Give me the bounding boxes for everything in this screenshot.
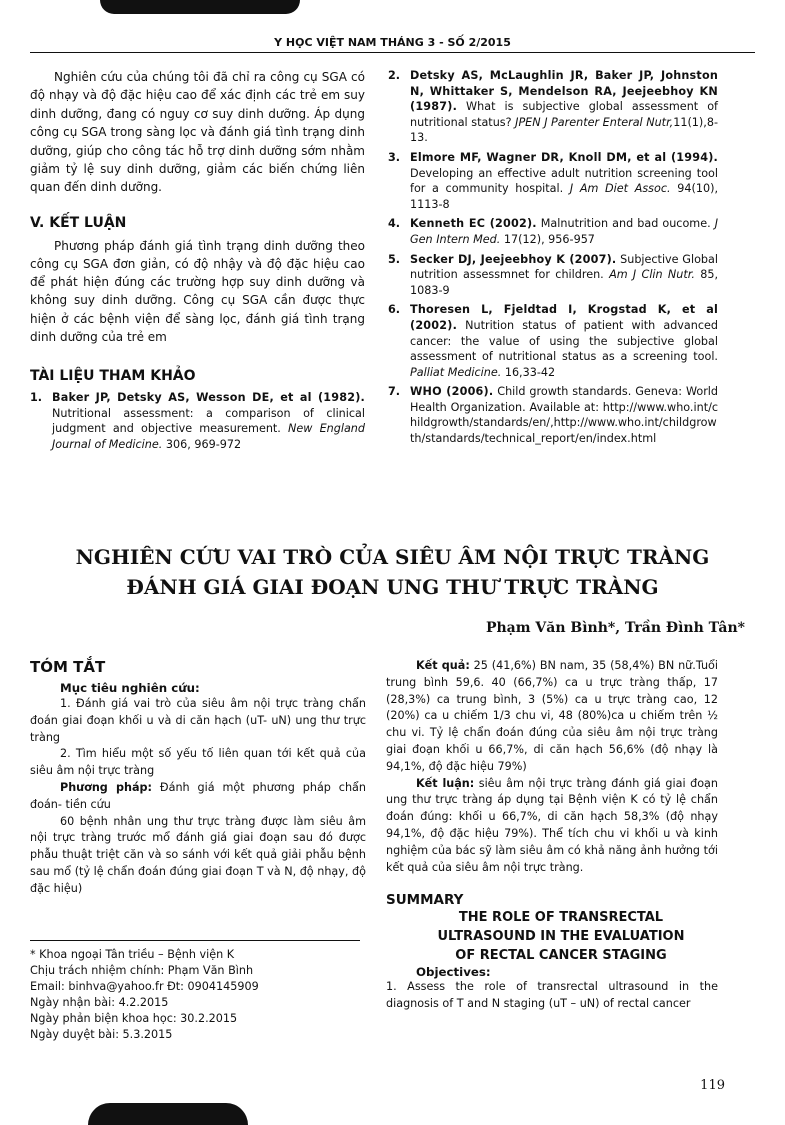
abstract-left-column bbox=[30, 658, 366, 898]
reference-text: Developing an effective adult nutrition screening tool for a community hospital. bbox=[410, 166, 718, 196]
reference-text: Nutrition status of patient with advanced cancer: the value of using the subjective global assessment of nutritional status as a screening tool. bbox=[410, 318, 718, 364]
article-title bbox=[30, 542, 755, 602]
reference-tail: 94(10), 1113-8 bbox=[410, 182, 718, 211]
objective-item: 1. Assess the role of transrectal ultrasound in the diagnosis of T and N staging (uT – uN) of rectal cancer bbox=[386, 980, 718, 1011]
aim-label: Mục tiêu nghiên cứu: bbox=[60, 681, 200, 695]
reference-journal: J Am Diet Assoc. bbox=[569, 182, 671, 196]
footnote-affiliation: * Khoa ngoại Tân triều – Bệnh viện K bbox=[30, 948, 235, 961]
conclusion2-text: siêu âm nội trực tràng đánh giá giai đoạn ung thư trực tràng áp dụng tại Bệnh viện K có tỷ lệ chẩn đoán đúng: khối u 66,7%, di căn hạch 58,3% (độ nhạy 94,1%, độ đặc hiệu 79%). Thể tích chu vi khối u và kinh nghiệm của bác sỹ làm siêu âm có khả năng ảnh hưởng tới kết quả của siêu âm nội trực tràng. bbox=[386, 776, 718, 874]
footnote-contact: Email: binhva@yahoo.fr Đt: 0904145909 bbox=[30, 980, 259, 993]
conclusion-heading: V. KẾT LUẬN bbox=[30, 214, 127, 231]
page-number: 119 bbox=[700, 1078, 725, 1093]
reference-number: 1. bbox=[30, 391, 43, 405]
footnote-reviewed: Ngày phản biện khoa học: 30.2.2015 bbox=[30, 1012, 238, 1025]
results-label: Kết quả: bbox=[416, 659, 470, 672]
running-header: Y HỌC VIỆT NAM THÁNG 3 - SỐ 2/2015 bbox=[274, 36, 511, 49]
reference-number: 5. bbox=[388, 252, 401, 266]
reference-journal: Am J Clin Nutr. bbox=[609, 268, 695, 282]
conclusion2-label: Kết luận: bbox=[416, 776, 475, 790]
footnote-accepted: Ngày duyệt bài: 5.3.2015 bbox=[30, 1028, 173, 1041]
left-column bbox=[30, 68, 365, 456]
reference-text: Nutritional assessment: a comparison of clinical judgment and objective measurement. bbox=[52, 406, 365, 436]
reference-journal: New England Journal of Medicine. bbox=[52, 422, 365, 451]
footnote-responsible: Chịu trách nhiệm chính: Phạm Văn Bình bbox=[30, 964, 254, 977]
article-title-line: NGHIÊN CỨU VAI TRÒ CỦA SIÊU ÂM NỘI TRỰC TRÀNG bbox=[75, 545, 710, 569]
scan-artifact-top bbox=[100, 0, 300, 14]
reference-item bbox=[388, 216, 718, 247]
reference-item bbox=[388, 150, 718, 212]
reference-number: 3. bbox=[388, 150, 401, 164]
conclusion-paragraph: Phương pháp đánh giá tình trạng dinh dưỡng theo công cụ SGA đơn giản, có độ nhậy và độ đặc hiệu cao để phát hiện đúng các trường hợp suy dinh dưỡng và không suy dinh dưỡng. Công cụ SGA cần được thực hiện ở các bệnh viện để sàng lọc, đánh giá tình trạng dinh dưỡng của trẻ em bbox=[30, 238, 365, 344]
reference-item bbox=[388, 68, 718, 146]
summary-en-title-line: OF RECTAL CANCER STAGING bbox=[455, 948, 667, 964]
reference-item bbox=[30, 390, 365, 452]
reference-text: Child growth standards. Geneva: World Health Organization. Available at: http://www.who.int/childgrowth/standards/en/,http://www.who.int/childgrowth/standards/technical_report/en/index.html bbox=[410, 385, 719, 446]
reference-tail: 16,33-42 bbox=[501, 365, 556, 379]
reference-authors: Kenneth EC (2002). bbox=[410, 217, 537, 231]
footnotes bbox=[30, 940, 360, 1043]
reference-item bbox=[388, 384, 718, 446]
reference-number: 7. bbox=[388, 385, 401, 399]
discussion-paragraph: Nghiên cứu của chúng tôi đã chỉ ra công cụ SGA có độ nhạy và độ đặc hiệu cao để xác định các trẻ em suy dinh dưỡng, đang có nguy cơ suy dinh dưỡng. Áp dụng công cụ SGA trong sàng lọc và đánh giá tình trạng dinh dưỡng, giúp cho công tác hỗ trợ dinh dưỡng sớm nhằm giảm tỷ lệ suy dinh dưỡng, giảm các biến chứng liên quan đến dinh dưỡng. bbox=[30, 70, 365, 195]
aim-item: 2. Tìm hiểu một số yếu tố liên quan tới kết quả của siêu âm nội trực tràng bbox=[30, 747, 366, 778]
reference-tail: 85, 1083-9 bbox=[410, 268, 718, 297]
reference-authors: Secker DJ, Jeejeebhoy K (2007). bbox=[410, 252, 617, 266]
aim-item: 1. Đánh giá vai trò của siêu âm nội trực tràng chẩn đoán giai đoạn khối u và di căn hạch (uT- uN) ung thư trực tràng bbox=[30, 697, 366, 744]
reference-number: 6. bbox=[388, 303, 401, 317]
summary-en-title bbox=[404, 908, 718, 965]
article-authors: Phạm Văn Bình*, Trần Đình Tân* bbox=[485, 620, 745, 636]
references-heading: TÀI LIỆU THAM KHẢO bbox=[30, 368, 196, 385]
header-rule bbox=[30, 52, 755, 53]
reference-journal: J Gen Intern Med. bbox=[410, 217, 719, 246]
reference-authors: WHO (2006). bbox=[410, 385, 494, 399]
reference-number: 2. bbox=[388, 69, 401, 82]
results-text: 25 (41,6%) BN nam, 35 (58,4%) BN nữ.Tuổi trung bình 59,6. 40 (66,7%) ca u trực tràng thấp, 17 (28,3%) ca trung bình, 3 (5%) ca u trực tràng cao, 12 (20%) ca u chiếm 1/3 chu vi, 48 (80%)ca u chiếm trên ½ chu vi. Tỷ lệ chẩn đoán đúng của siêu âm nội trực tràng giai đoạn khối u 66,7%, di căn hạch 56,6% (độ nhạy là 94,1%, độ đặc hiệu 79%) bbox=[386, 659, 718, 773]
objectives-label: Objectives: bbox=[416, 965, 491, 980]
abstract-right-column bbox=[386, 658, 718, 1013]
footnote-received: Ngày nhận bài: 4.2.2015 bbox=[30, 996, 169, 1009]
method-detail: 60 bệnh nhân ung thư trực tràng được làm siêu âm nội trực tràng trước mổ đánh giá giai đoạn sau đó được phẫu thuật triệt căn và so sánh với kết quả giải phẫu bệnh sau mổ (tỷ lệ chẩn đoán đúng giai đoạn T và N, độ nhạy, độ đặc hiệu) bbox=[30, 814, 366, 895]
reference-tail: 306, 969-972 bbox=[162, 437, 242, 451]
summary-vn-heading: TÓM TẮT bbox=[30, 658, 106, 676]
summary-en-title-line: ULTRASOUND IN THE EVALUATION bbox=[437, 929, 685, 945]
reference-journal: JPEN J Parenter Enteral Nutr, bbox=[515, 115, 674, 129]
reference-item bbox=[388, 302, 718, 380]
reference-authors: Thoresen L, Fjeldtad I, Krogstad K, et al (2002). bbox=[410, 303, 718, 332]
reference-number: 4. bbox=[388, 217, 401, 231]
reference-tail: 17(12), 956-957 bbox=[500, 232, 595, 246]
right-column bbox=[388, 68, 718, 451]
reference-authors: Baker JP, Detsky AS, Wesson DE, et al (1982). bbox=[52, 391, 365, 405]
method-text: Đánh giá một phương pháp chẩn đoán- tiền cứu bbox=[30, 780, 366, 811]
article-title-line: ĐÁNH GIÁ GIAI ĐOẠN UNG THƯ TRỰC TRÀNG bbox=[126, 575, 659, 599]
reference-item bbox=[388, 252, 718, 299]
summary-en-title-line: THE ROLE OF TRANSRECTAL bbox=[458, 910, 664, 926]
reference-authors: Elmore MF, Wagner DR, Knoll DM, et al (1994). bbox=[410, 150, 718, 164]
reference-tail: 11(1),8-13. bbox=[410, 115, 718, 145]
summary-en-heading: SUMMARY bbox=[386, 892, 464, 909]
reference-authors: Detsky AS, McLaughlin JR, Baker JP, Johnston N, Whittaker S, Mendelson RA, Jeejeebhoy KN (1987). bbox=[410, 69, 718, 114]
method-label: Phương pháp: bbox=[60, 780, 153, 794]
reference-journal: Palliat Medicine. bbox=[410, 365, 502, 379]
reference-text: Malnutrition and bad oucome. bbox=[536, 217, 711, 231]
reference-text: What is subjective global assessment of nutritional status? bbox=[410, 100, 718, 129]
reference-text: Subjective Global nutrition assessmnet for children. bbox=[410, 252, 718, 282]
